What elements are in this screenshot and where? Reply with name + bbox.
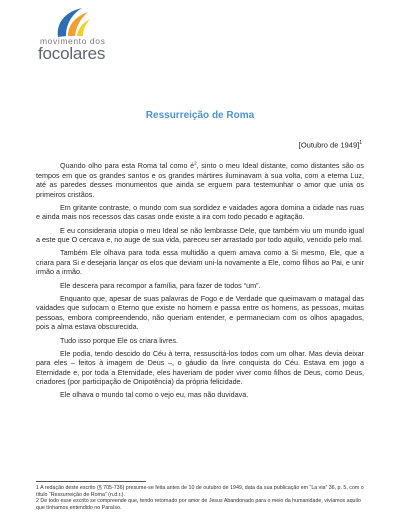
document-title: Ressurreição de Roma [145, 110, 255, 121]
paragraph: Em gritante contraste, o mundo com sua sordidez e vaidades agora domina a cidade nas ruas e ainda mais nos recessos das casas onde existe a ira com todo pecado e agitação. [36, 202, 364, 222]
paragraph: Ele podia, tendo descido do Céu à terra, ressuscitá-los todos com um olhar. Mas devia deixar para eles – feitos à imagem de Deus –, o gáudio da livre conquista do Céu. Estava em jogo a Eternidade e, por toda a Eternidade, eles haveriam de poder viver como filhos de Deus, como Deus, criadores (por participação de Onipotência) da própria felicidade. [36, 348, 364, 387]
date-text: [Outubro de 1949] [298, 140, 360, 150]
focolares-logo [36, 6, 126, 64]
footnote-item: 1 A redação deste escrito (§ 705-736) presume-se feita antes de 10 de outubro de 1949, data da sua publicação em “La via” 36, p. 5, com o título “Ressurreição de Roma” (n.d.r.). [36, 485, 364, 498]
footnote-ref: 2 [194, 160, 197, 166]
paragraph-text-cont: , sinto o meu Ideal distante, como distantes são os tempos em que os grandes santos e os grandes mártires iluminavam à sua volta, com a eterna Luz, até as paredes desses monumentos que ainda se erguem para testemunhar o amor que unia os primeiros cristãos. [36, 161, 365, 199]
logo-tagline: movimento dos [40, 36, 106, 46]
paragraph: Tudo isso porque Ele os criara livres. [60, 335, 178, 345]
paragraph: Enquanto que, apesar de suas palavras de Fogo e de Verdade que queimavam o matagal das vaidades que sufocam o Eterno que existe no homem e passa entre os homens, as pessoas, muitas pessoas, embora compreendendo, não queriam entender, e permaneciam com os olhos apagados, pois a alma estava obscurecida. [36, 293, 364, 332]
paragraph: Ele olhava o mundo tal como o vejo eu, mas não duvidava. [60, 390, 249, 400]
document-date [299, 140, 362, 150]
paragraph-text: Quando olho para esta Roma tal como é [60, 161, 195, 170]
paragraph [36, 161, 364, 199]
date-footnote-ref: 1 [359, 140, 362, 146]
paragraph: Também Ele olhava para toda essa multidão a quem amava como a Si mesmo, Ele, que a criara para Si e desejaria lançar os elos que deviam uni-la novamente a Ele, como filhos ao Pai, e unir irmão a irmão. [36, 248, 364, 277]
document-body [36, 161, 364, 404]
paragraph: Ele descera para recompor a família, para fazer de todos “um”. [60, 280, 261, 290]
footnote-item: 2 De todo esse escrito se compreende que, tendo retornado por amor de Jesus Abandonado para o meio da humanidade, vivíamos aquilo que tínhamos entendido no Paraíso. [36, 498, 361, 511]
logo-brand: focolares [38, 44, 106, 63]
logo-swoosh-icon [52, 6, 92, 40]
footnote-divider [36, 481, 146, 482]
footnotes [36, 485, 366, 511]
paragraph: E eu consideraria utopia o meu Ideal se não lembrasse Dele, que também viu um mundo igual a este que O cercava e, no auge de sua vida, pareceu ser arrastado por todo aquilo, vencido pelo mal. [36, 225, 364, 245]
